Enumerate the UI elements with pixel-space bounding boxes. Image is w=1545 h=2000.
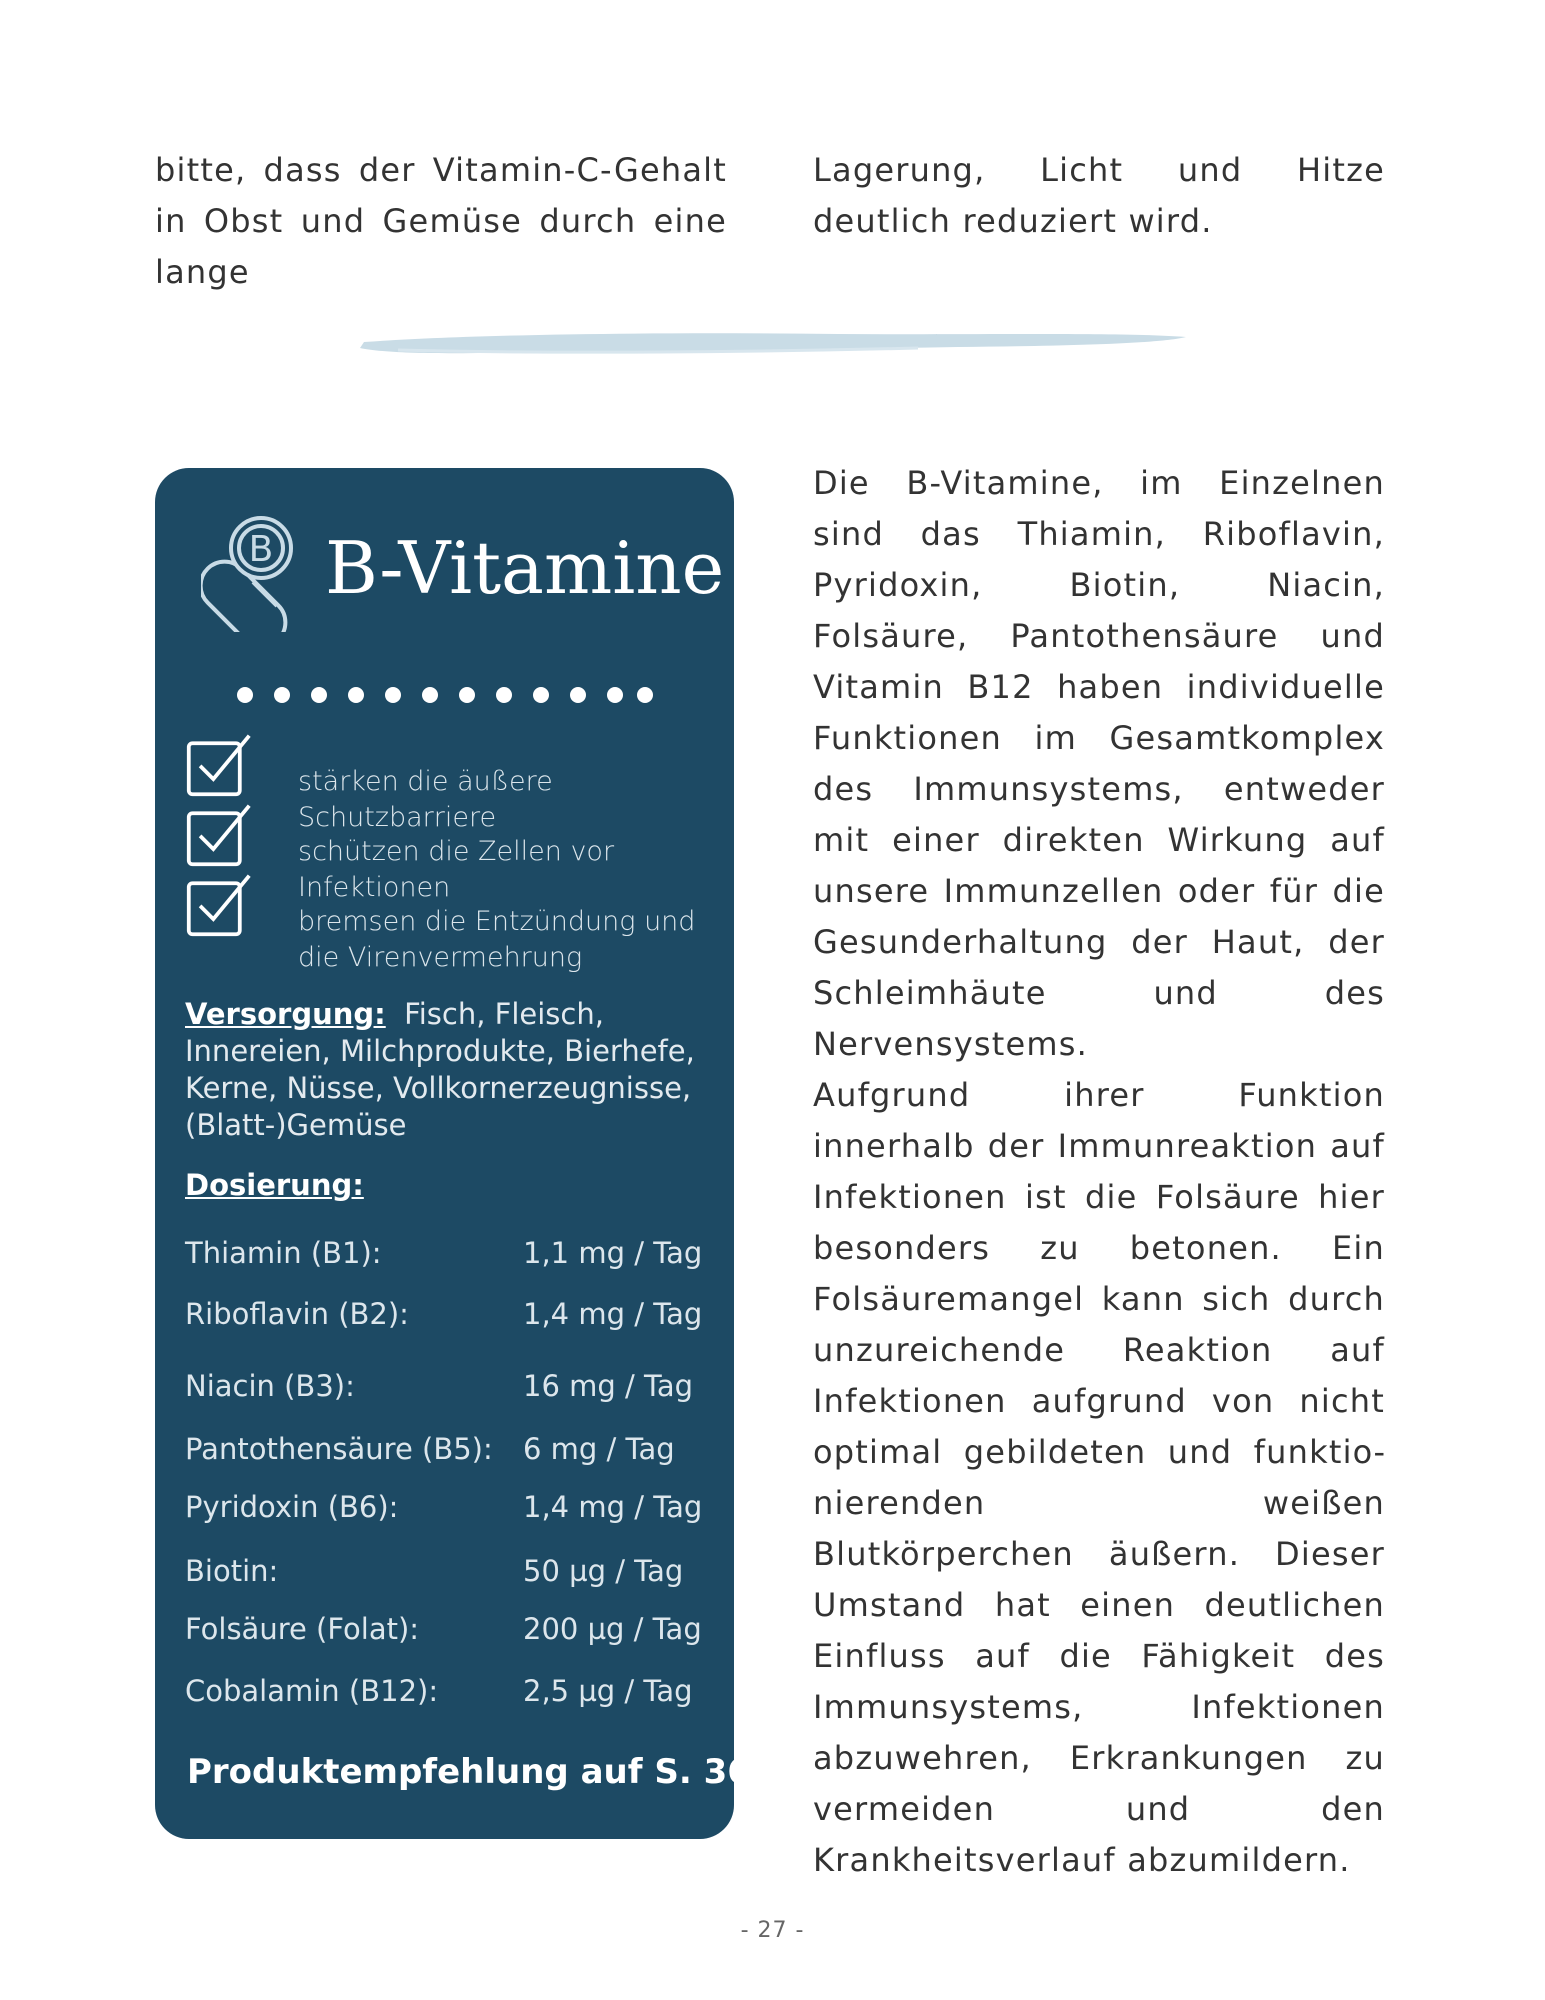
dosage-name: Niacin (B3): [185,1369,355,1403]
dosage-name: Biotin: [185,1554,279,1588]
supply-text: Fisch, Fleisch, Innereien, Milchprodukte, Bierhefe, Kerne, Nüsse, Vollkornerzeugnisse, (Blatt-)Gemüse [185,997,695,1142]
top-right-text: Lagerung, Licht und Hitze deutlich reduziert wird. [813,151,1385,240]
paragraph: Aufgrund ihrer Funktion innerhalb der Immunreaktion auf Infektionen ist die Folsäure hier besonders zu betonen. Ein Folsäuremangel kann sich durch unzureichende Reaktion auf Infektionen aufgrund von nicht optimal gebildeten und funktionierenden weißen Blutkörperchen äußern. Dieser Umstand hat einen deutlichen Einfluss auf die Fähigkeit des Immunsystems, Infektionen abzuwehren, Erkrankungen zu vermeiden und den Krankheitsverlauf abzumildern. [813,1076,1385,1879]
dosage-label: Dosierung: [185,1168,364,1202]
dosage-value: 6 mg / Tag [523,1432,675,1466]
benefit-label: stärken die äußere Schutzbarriere [298,766,553,833]
b-vitamine-card [155,468,751,1839]
brush-stroke-divider [358,328,1190,358]
dosage-value: 2,5 µg / Tag [523,1674,693,1708]
dosage-name: Riboflavin (B2): [185,1297,409,1331]
product-recommendation: Produktempfehlung auf S. 36 [187,1752,751,1792]
b-vitamin-capsule-icon [201,512,321,632]
dosage-value: 50 µg / Tag [523,1554,684,1588]
supply-label: Versorgung: [185,997,386,1031]
dosage-value: 200 µg / Tag [523,1612,702,1646]
supply-section [185,996,715,1144]
top-left-text: bitte, dass der Vitamin-C-Gehalt in Obst und Gemüse durch eine lange [155,151,727,291]
dosage-name: Cobalamin (B12): [185,1674,439,1708]
dot-separator [235,683,655,707]
dosage-value: 1,1 mg / Tag [523,1236,703,1270]
checkbox-check-icon [185,730,253,798]
benefit-label: schützen die Zellen vor Infektionen [298,836,615,903]
benefit-label: bremsen die Entzündung und die Virenvermehrung [298,906,696,973]
page-number: - 27 - [740,1918,805,1943]
checkbox-check-icon [185,870,253,938]
dosage-value: 1,4 mg / Tag [523,1297,703,1331]
card-title: B-Vitamine [325,526,725,610]
dosage-name: Pantothensäure (B5): [185,1432,493,1466]
dosage-value: 1,4 mg / Tag [523,1490,703,1524]
dosage-name: Thiamin (B1): [185,1236,382,1270]
svg-text:B: B [248,529,274,570]
dosage-name: Pyridoxin (B6): [185,1490,399,1524]
paragraph: Die B-Vitamine, im Einzelnen sind das Thiamin, Riboflavin, Pyridoxin, Biotin, Niacin, Folsäure, Pantothensäure und Vitamin B12 haben individuelle Funktionen im Gesamtkomplex des Immunsystems, entweder mit einer direkten Wirkung auf unsere Immunzellen oder für die Gesunderhaltung der Haut, der Schleimhäute und des Nervensystems. [813,464,1385,1063]
dosage-name: Folsäure (Folat): [185,1612,420,1646]
checkbox-check-icon [185,800,253,868]
right-body-text [813,458,1385,1886]
dosage-value: 16 mg / Tag [523,1369,694,1403]
